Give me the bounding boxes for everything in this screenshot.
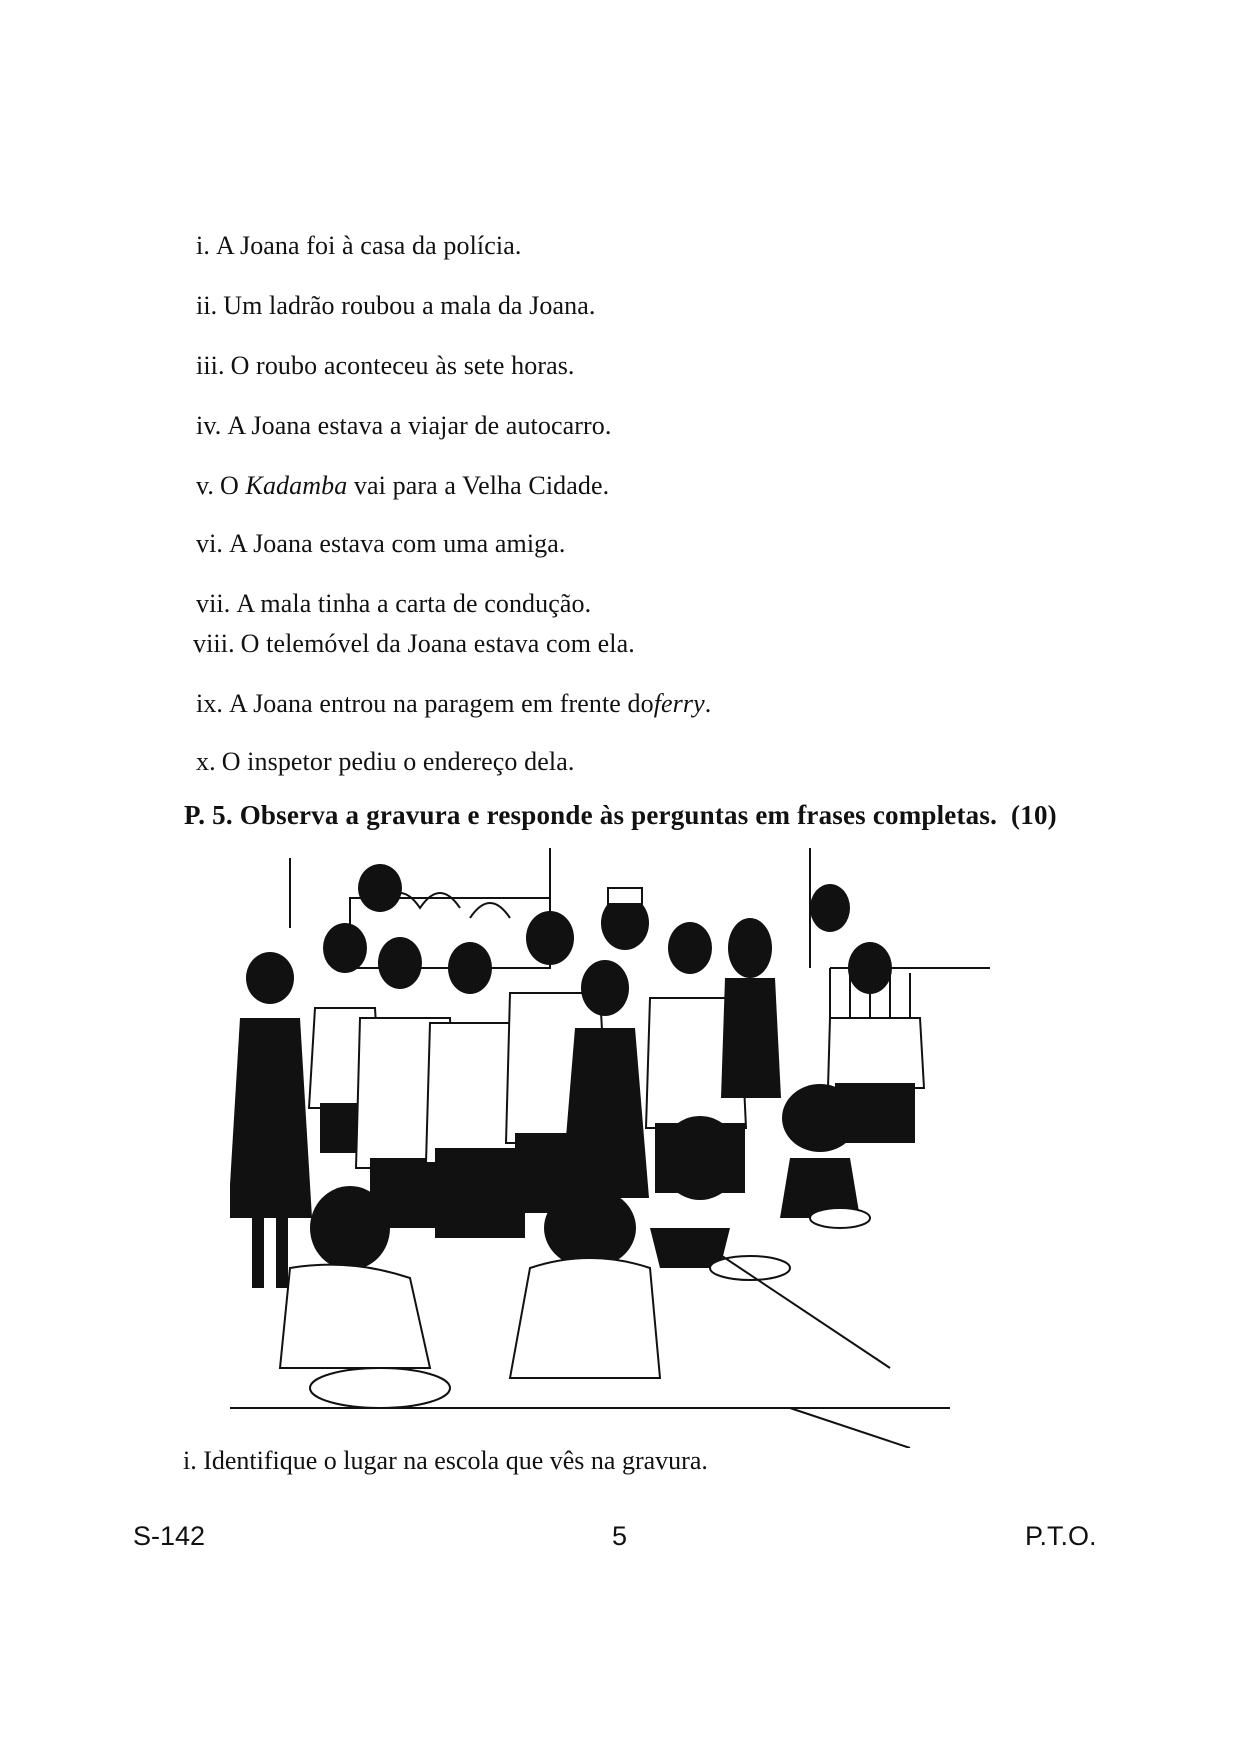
marks-label: (10) (1011, 800, 1057, 830)
italic-term: ferry (653, 689, 705, 718)
statement-5: v. O Kadamba vai para a Velha Cidade. (196, 471, 610, 500)
statement-7: vii. A mala tinha a carta de condução. (196, 589, 592, 618)
statement-3: iii. O roubo aconteceu às sete horas. (196, 351, 575, 380)
question-5-heading: P. 5. Observa a gravura e responde às perguntas em frases completas. (10) (184, 800, 1057, 830)
statement-1: i. A Joana foi à casa da polícia. (196, 231, 522, 260)
canteen-illustration (230, 848, 1000, 1448)
statement-10: x. O inspetor pediu o endereço dela. (196, 747, 575, 776)
subquestion-1: i. Identifique o lugar na escola que vês na gravura. (183, 1446, 708, 1475)
statement-4: iv. A Joana estava a viajar de autocarro. (196, 411, 612, 440)
statement-6: vi. A Joana estava com uma amiga. (196, 529, 566, 558)
pto-label: P.T.O. (1025, 1521, 1097, 1551)
statement-9: ix. A Joana entrou na paragem em frente doferry. (196, 689, 712, 718)
page-number: 5 (612, 1521, 628, 1551)
canteen-drawing (230, 848, 1000, 1448)
statement-8: viii. O telemóvel da Joana estava com ela. (193, 629, 635, 658)
italic-term: Kadamba (245, 471, 348, 500)
statement-2: ii. Um ladrão roubou a mala da Joana. (196, 291, 596, 320)
exam-code: S-142 (133, 1521, 206, 1551)
